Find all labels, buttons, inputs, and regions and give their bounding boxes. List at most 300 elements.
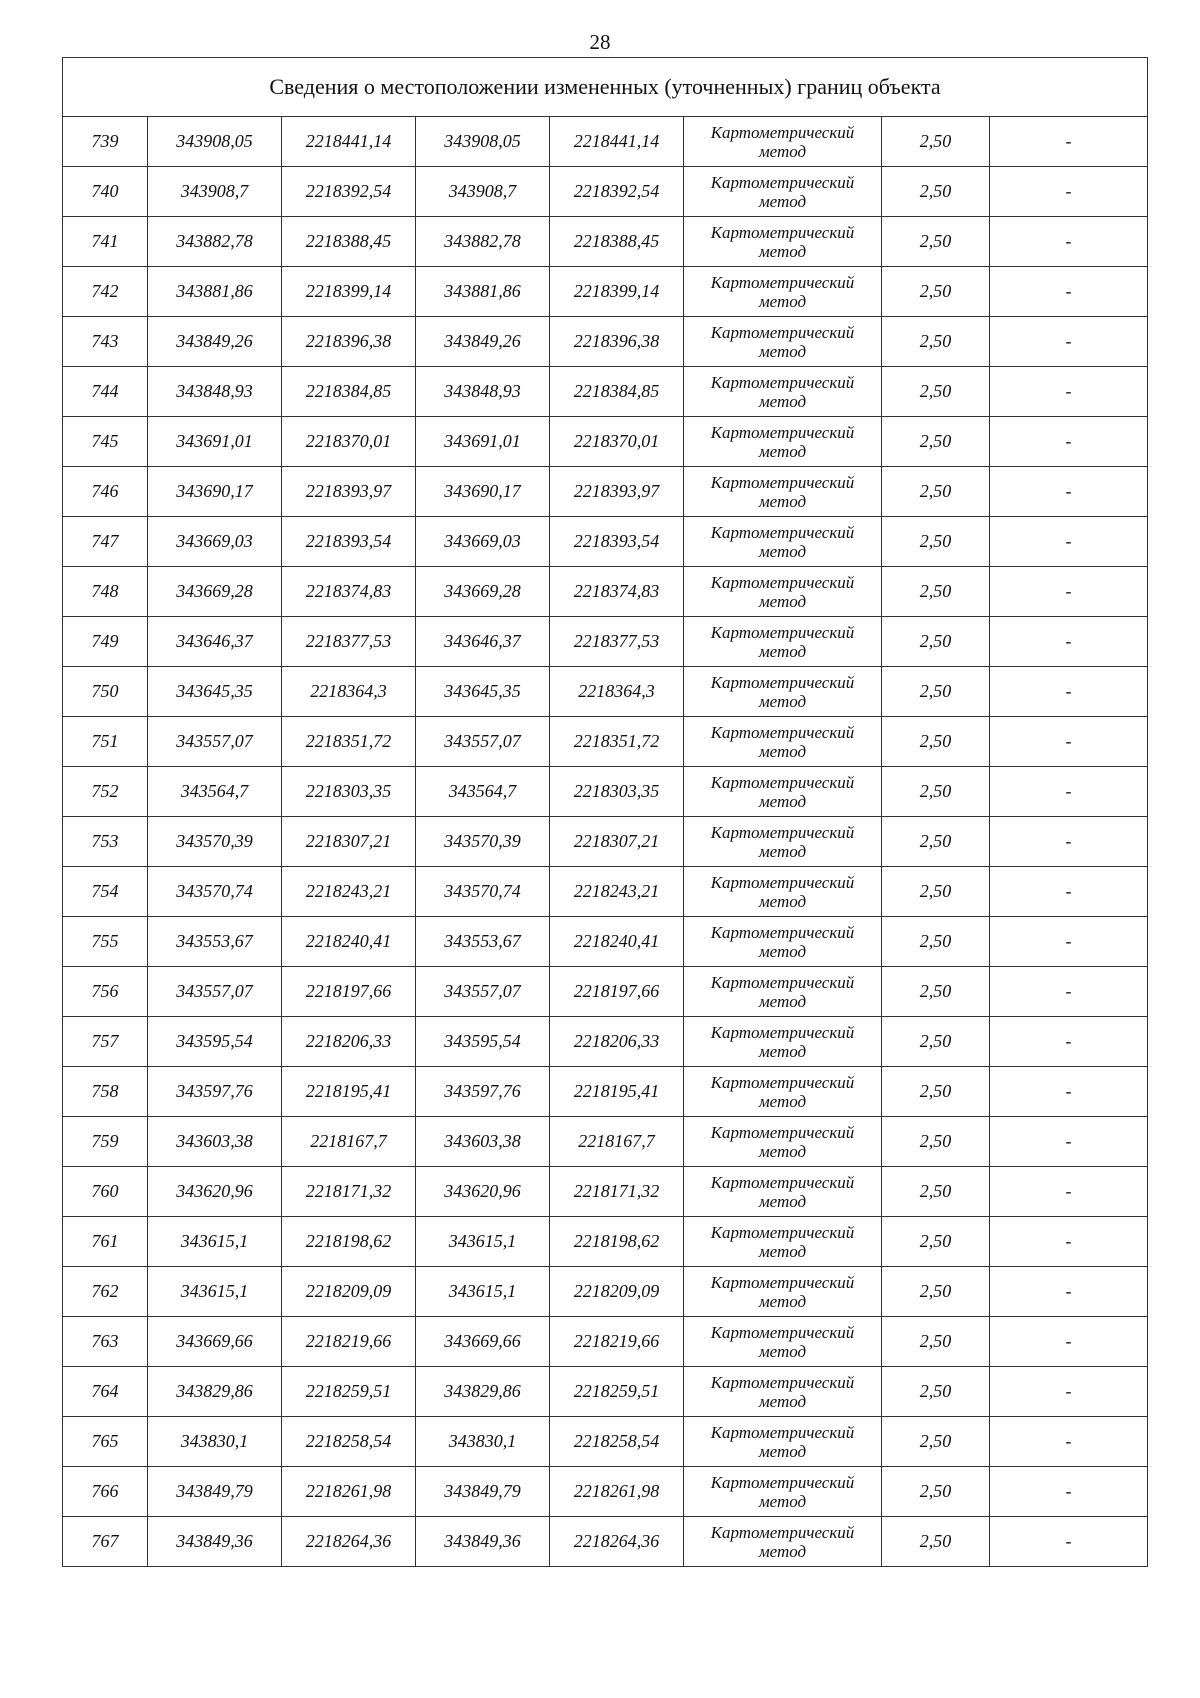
y-existing-cell: 2218374,83 <box>282 567 416 617</box>
method-line-1: Картометрический <box>710 172 855 192</box>
note-cell: - <box>990 1417 1148 1467</box>
x-existing-cell: 343603,38 <box>148 1117 282 1167</box>
y-existing-cell: 2218364,3 <box>282 667 416 717</box>
table-row <box>63 317 1148 367</box>
y-existing-cell: 2218261,98 <box>282 1467 416 1517</box>
x-existing-cell: 343849,26 <box>148 317 282 367</box>
x-existing-cell: 343570,39 <box>148 817 282 867</box>
method-cell <box>684 217 882 267</box>
method-cell <box>684 1017 882 1067</box>
method-line-1: Картометрический <box>710 422 855 442</box>
method-cell <box>684 867 882 917</box>
method-cell <box>684 317 882 367</box>
y-existing-cell: 2218195,41 <box>282 1067 416 1117</box>
y-refined-cell: 2218393,54 <box>550 517 684 567</box>
x-refined-cell: 343615,1 <box>416 1267 550 1317</box>
method-line-1: Картометрический <box>710 272 855 292</box>
y-refined-cell: 2218195,41 <box>550 1067 684 1117</box>
y-refined-cell: 2218374,83 <box>550 567 684 617</box>
y-existing-cell: 2218307,21 <box>282 817 416 867</box>
method-line-2: метод <box>758 541 807 561</box>
table-row <box>63 767 1148 817</box>
point-number-cell: 740 <box>63 167 148 217</box>
point-number-cell: 743 <box>63 317 148 367</box>
note-cell: - <box>990 1317 1148 1367</box>
y-existing-cell: 2218198,62 <box>282 1217 416 1267</box>
note-cell: - <box>990 567 1148 617</box>
method-line-2: метод <box>758 341 807 361</box>
method-cell <box>684 1367 882 1417</box>
y-existing-cell: 2218197,66 <box>282 967 416 1017</box>
method-line-1: Картометрический <box>710 1322 855 1342</box>
method-line-2: метод <box>758 1191 807 1211</box>
x-existing-cell: 343830,1 <box>148 1417 282 1467</box>
x-existing-cell: 343615,1 <box>148 1267 282 1317</box>
table-row <box>63 267 1148 317</box>
accuracy-cell: 2,50 <box>882 617 990 667</box>
table-row <box>63 867 1148 917</box>
table-header-row <box>63 58 1148 117</box>
method-line-1: Картометрический <box>710 772 855 792</box>
method-line-1: Картометрический <box>710 372 855 392</box>
method-line-2: метод <box>758 741 807 761</box>
method-line-1: Картометрический <box>710 672 855 692</box>
point-number-cell: 750 <box>63 667 148 717</box>
method-line-2: метод <box>758 1091 807 1111</box>
x-refined-cell: 343849,79 <box>416 1467 550 1517</box>
point-number-cell: 751 <box>63 717 148 767</box>
x-existing-cell: 343881,86 <box>148 267 282 317</box>
method-cell <box>684 117 882 167</box>
x-existing-cell: 343849,79 <box>148 1467 282 1517</box>
point-number-cell: 744 <box>63 367 148 417</box>
method-line-1: Картометрический <box>710 1122 855 1142</box>
note-cell: - <box>990 167 1148 217</box>
method-cell <box>684 267 882 317</box>
accuracy-cell: 2,50 <box>882 917 990 967</box>
x-refined-cell: 343620,96 <box>416 1167 550 1217</box>
x-refined-cell: 343881,86 <box>416 267 550 317</box>
y-existing-cell: 2218396,38 <box>282 317 416 367</box>
method-cell <box>684 667 882 717</box>
y-existing-cell: 2218399,14 <box>282 267 416 317</box>
y-existing-cell: 2218209,09 <box>282 1267 416 1317</box>
note-cell: - <box>990 517 1148 567</box>
table-row <box>63 1267 1148 1317</box>
accuracy-cell: 2,50 <box>882 567 990 617</box>
y-refined-cell: 2218396,38 <box>550 317 684 367</box>
table-row <box>63 817 1148 867</box>
point-number-cell: 754 <box>63 867 148 917</box>
x-refined-cell: 343570,39 <box>416 817 550 867</box>
method-cell <box>684 467 882 517</box>
method-line-2: метод <box>758 591 807 611</box>
accuracy-cell: 2,50 <box>882 667 990 717</box>
y-existing-cell: 2218240,41 <box>282 917 416 967</box>
y-refined-cell: 2218240,41 <box>550 917 684 967</box>
note-cell: - <box>990 1467 1148 1517</box>
y-existing-cell: 2218384,85 <box>282 367 416 417</box>
method-line-1: Картометрический <box>710 522 855 542</box>
x-existing-cell: 343646,37 <box>148 617 282 667</box>
method-line-1: Картометрический <box>710 322 855 342</box>
x-existing-cell: 343570,74 <box>148 867 282 917</box>
y-refined-cell: 2218198,62 <box>550 1217 684 1267</box>
y-existing-cell: 2218377,53 <box>282 617 416 667</box>
y-refined-cell: 2218370,01 <box>550 417 684 467</box>
x-existing-cell: 343553,67 <box>148 917 282 967</box>
method-line-2: метод <box>758 1441 807 1461</box>
method-cell <box>684 1067 882 1117</box>
y-existing-cell: 2218392,54 <box>282 167 416 217</box>
x-refined-cell: 343849,26 <box>416 317 550 367</box>
point-number-cell: 765 <box>63 1417 148 1467</box>
x-existing-cell: 343690,17 <box>148 467 282 517</box>
x-refined-cell: 343908,7 <box>416 167 550 217</box>
accuracy-cell: 2,50 <box>882 1517 990 1567</box>
x-refined-cell: 343597,76 <box>416 1067 550 1117</box>
y-existing-cell: 2218303,35 <box>282 767 416 817</box>
y-refined-cell: 2218399,14 <box>550 267 684 317</box>
table-row <box>63 667 1148 717</box>
y-refined-cell: 2218441,14 <box>550 117 684 167</box>
accuracy-cell: 2,50 <box>882 1467 990 1517</box>
table-row <box>63 1017 1148 1067</box>
method-line-1: Картометрический <box>710 472 855 492</box>
method-cell <box>684 1417 882 1467</box>
table-row <box>63 217 1148 267</box>
method-line-1: Картометрический <box>710 922 855 942</box>
method-cell <box>684 917 882 967</box>
note-cell: - <box>990 467 1148 517</box>
method-line-1: Картометрический <box>710 1072 855 1092</box>
method-cell <box>684 167 882 217</box>
x-existing-cell: 343908,05 <box>148 117 282 167</box>
note-cell: - <box>990 1117 1148 1167</box>
x-refined-cell: 343849,36 <box>416 1517 550 1567</box>
table-row <box>63 1317 1148 1367</box>
x-existing-cell: 343557,07 <box>148 967 282 1017</box>
accuracy-cell: 2,50 <box>882 217 990 267</box>
table-row <box>63 367 1148 417</box>
note-cell: - <box>990 417 1148 467</box>
point-number-cell: 762 <box>63 1267 148 1317</box>
table-row <box>63 567 1148 617</box>
point-number-cell: 757 <box>63 1017 148 1067</box>
x-existing-cell: 343615,1 <box>148 1217 282 1267</box>
accuracy-cell: 2,50 <box>882 367 990 417</box>
method-line-2: метод <box>758 291 807 311</box>
note-cell: - <box>990 917 1148 967</box>
point-number-cell: 760 <box>63 1167 148 1217</box>
method-line-1: Картометрический <box>710 122 855 142</box>
y-existing-cell: 2218167,7 <box>282 1117 416 1167</box>
method-cell <box>684 767 882 817</box>
accuracy-cell: 2,50 <box>882 817 990 867</box>
method-cell <box>684 1117 882 1167</box>
point-number-cell: 764 <box>63 1367 148 1417</box>
note-cell: - <box>990 1217 1148 1267</box>
table-row <box>63 1217 1148 1267</box>
table-row <box>63 917 1148 967</box>
method-line-2: метод <box>758 1141 807 1161</box>
method-line-2: метод <box>758 1041 807 1061</box>
x-refined-cell: 343557,07 <box>416 967 550 1017</box>
note-cell: - <box>990 967 1148 1017</box>
point-number-cell: 766 <box>63 1467 148 1517</box>
accuracy-cell: 2,50 <box>882 1017 990 1067</box>
y-refined-cell: 2218388,45 <box>550 217 684 267</box>
method-line-2: метод <box>758 891 807 911</box>
table-row <box>63 1417 1148 1467</box>
point-number-cell: 739 <box>63 117 148 167</box>
x-existing-cell: 343620,96 <box>148 1167 282 1217</box>
method-cell <box>684 417 882 467</box>
point-number-cell: 756 <box>63 967 148 1017</box>
point-number-cell: 759 <box>63 1117 148 1167</box>
method-line-1: Картометрический <box>710 1522 855 1542</box>
y-existing-cell: 2218258,54 <box>282 1417 416 1467</box>
y-refined-cell: 2218209,09 <box>550 1267 684 1317</box>
method-line-2: метод <box>758 941 807 961</box>
page-number: 28 <box>589 30 611 54</box>
point-number-cell: 745 <box>63 417 148 467</box>
accuracy-cell: 2,50 <box>882 1267 990 1317</box>
y-existing-cell: 2218171,32 <box>282 1167 416 1217</box>
accuracy-cell: 2,50 <box>882 267 990 317</box>
method-cell <box>684 1217 882 1267</box>
note-cell: - <box>990 1017 1148 1067</box>
y-existing-cell: 2218393,54 <box>282 517 416 567</box>
accuracy-cell: 2,50 <box>882 1067 990 1117</box>
x-refined-cell: 343829,86 <box>416 1367 550 1417</box>
point-number-cell: 741 <box>63 217 148 267</box>
method-line-2: метод <box>758 141 807 161</box>
y-refined-cell: 2218384,85 <box>550 367 684 417</box>
note-cell: - <box>990 767 1148 817</box>
y-refined-cell: 2218258,54 <box>550 1417 684 1467</box>
method-cell <box>684 817 882 867</box>
x-existing-cell: 343848,93 <box>148 367 282 417</box>
point-number-cell: 748 <box>63 567 148 617</box>
method-line-1: Картометрический <box>710 1222 855 1242</box>
point-number-cell: 752 <box>63 767 148 817</box>
method-line-1: Картометрический <box>710 1372 855 1392</box>
table-row <box>63 617 1148 667</box>
accuracy-cell: 2,50 <box>882 1117 990 1167</box>
table-row <box>63 117 1148 167</box>
y-refined-cell: 2218261,98 <box>550 1467 684 1517</box>
note-cell: - <box>990 1267 1148 1317</box>
x-existing-cell: 343669,28 <box>148 567 282 617</box>
point-number-cell: 753 <box>63 817 148 867</box>
method-line-2: метод <box>758 791 807 811</box>
x-refined-cell: 343645,35 <box>416 667 550 717</box>
x-refined-cell: 343669,28 <box>416 567 550 617</box>
method-line-1: Картометрический <box>710 572 855 592</box>
y-refined-cell: 2218307,21 <box>550 817 684 867</box>
table-row <box>63 1367 1148 1417</box>
y-existing-cell: 2218393,97 <box>282 467 416 517</box>
method-line-2: метод <box>758 1491 807 1511</box>
y-refined-cell: 2218377,53 <box>550 617 684 667</box>
accuracy-cell: 2,50 <box>882 117 990 167</box>
accuracy-cell: 2,50 <box>882 167 990 217</box>
accuracy-cell: 2,50 <box>882 317 990 367</box>
y-existing-cell: 2218264,36 <box>282 1517 416 1567</box>
method-line-1: Картометрический <box>710 222 855 242</box>
x-refined-cell: 343557,07 <box>416 717 550 767</box>
note-cell: - <box>990 317 1148 367</box>
method-line-1: Картометрический <box>710 822 855 842</box>
y-refined-cell: 2218206,33 <box>550 1017 684 1067</box>
method-line-2: метод <box>758 191 807 211</box>
method-line-1: Картометрический <box>710 1172 855 1192</box>
accuracy-cell: 2,50 <box>882 767 990 817</box>
y-refined-cell: 2218364,3 <box>550 667 684 717</box>
x-existing-cell: 343691,01 <box>148 417 282 467</box>
y-refined-cell: 2218393,97 <box>550 467 684 517</box>
table-row <box>63 967 1148 1017</box>
x-refined-cell: 343882,78 <box>416 217 550 267</box>
x-refined-cell: 343848,93 <box>416 367 550 417</box>
x-existing-cell: 343557,07 <box>148 717 282 767</box>
coordinates-table <box>62 57 1148 1567</box>
accuracy-cell: 2,50 <box>882 717 990 767</box>
note-cell: - <box>990 117 1148 167</box>
accuracy-cell: 2,50 <box>882 967 990 1017</box>
point-number-cell: 742 <box>63 267 148 317</box>
x-existing-cell: 343829,86 <box>148 1367 282 1417</box>
method-cell <box>684 1167 882 1217</box>
x-existing-cell: 343882,78 <box>148 217 282 267</box>
point-number-cell: 763 <box>63 1317 148 1367</box>
method-line-1: Картометрический <box>710 1272 855 1292</box>
point-number-cell: 749 <box>63 617 148 667</box>
accuracy-cell: 2,50 <box>882 1367 990 1417</box>
accuracy-cell: 2,50 <box>882 1167 990 1217</box>
method-line-1: Картометрический <box>710 1472 855 1492</box>
y-refined-cell: 2218197,66 <box>550 967 684 1017</box>
x-existing-cell: 343595,54 <box>148 1017 282 1067</box>
table-row <box>63 417 1148 467</box>
note-cell: - <box>990 1067 1148 1117</box>
y-existing-cell: 2218370,01 <box>282 417 416 467</box>
method-line-1: Картометрический <box>710 1422 855 1442</box>
x-refined-cell: 343669,66 <box>416 1317 550 1367</box>
y-refined-cell: 2218351,72 <box>550 717 684 767</box>
x-refined-cell: 343595,54 <box>416 1017 550 1067</box>
method-cell <box>684 367 882 417</box>
x-refined-cell: 343690,17 <box>416 467 550 517</box>
method-line-2: метод <box>758 641 807 661</box>
table-title: Сведения о местоположении измененных (уточненных) границ объекта <box>63 58 1148 117</box>
note-cell: - <box>990 367 1148 417</box>
point-number-cell: 755 <box>63 917 148 967</box>
method-line-2: метод <box>758 1391 807 1411</box>
method-line-1: Картометрический <box>710 972 855 992</box>
note-cell: - <box>990 267 1148 317</box>
x-refined-cell: 343830,1 <box>416 1417 550 1467</box>
method-cell <box>684 517 882 567</box>
method-cell <box>684 617 882 667</box>
method-line-2: метод <box>758 691 807 711</box>
y-existing-cell: 2218441,14 <box>282 117 416 167</box>
y-refined-cell: 2218303,35 <box>550 767 684 817</box>
method-line-2: метод <box>758 441 807 461</box>
note-cell: - <box>990 1367 1148 1417</box>
y-refined-cell: 2218392,54 <box>550 167 684 217</box>
note-cell: - <box>990 1517 1148 1567</box>
method-line-2: метод <box>758 391 807 411</box>
x-refined-cell: 343691,01 <box>416 417 550 467</box>
y-existing-cell: 2218351,72 <box>282 717 416 767</box>
y-existing-cell: 2218206,33 <box>282 1017 416 1067</box>
accuracy-cell: 2,50 <box>882 467 990 517</box>
x-refined-cell: 343553,67 <box>416 917 550 967</box>
accuracy-cell: 2,50 <box>882 1217 990 1267</box>
note-cell: - <box>990 867 1148 917</box>
method-cell <box>684 1467 882 1517</box>
y-existing-cell: 2218388,45 <box>282 217 416 267</box>
x-refined-cell: 343646,37 <box>416 617 550 667</box>
x-refined-cell: 343615,1 <box>416 1217 550 1267</box>
point-number-cell: 758 <box>63 1067 148 1117</box>
point-number-cell: 761 <box>63 1217 148 1267</box>
method-cell <box>684 967 882 1017</box>
y-refined-cell: 2218219,66 <box>550 1317 684 1367</box>
y-refined-cell: 2218167,7 <box>550 1117 684 1167</box>
x-refined-cell: 343908,05 <box>416 117 550 167</box>
method-line-1: Картометрический <box>710 722 855 742</box>
note-cell: - <box>990 617 1148 667</box>
accuracy-cell: 2,50 <box>882 1417 990 1467</box>
y-refined-cell: 2218171,32 <box>550 1167 684 1217</box>
note-cell: - <box>990 667 1148 717</box>
table-row <box>63 1167 1148 1217</box>
method-cell <box>684 1317 882 1367</box>
x-existing-cell: 343849,36 <box>148 1517 282 1567</box>
note-cell: - <box>990 717 1148 767</box>
y-refined-cell: 2218264,36 <box>550 1517 684 1567</box>
method-line-1: Картометрический <box>710 872 855 892</box>
method-line-2: метод <box>758 1541 807 1561</box>
point-number-cell: 767 <box>63 1517 148 1567</box>
y-refined-cell: 2218259,51 <box>550 1367 684 1417</box>
point-number-cell: 747 <box>63 517 148 567</box>
method-line-2: метод <box>758 991 807 1011</box>
y-existing-cell: 2218259,51 <box>282 1367 416 1417</box>
method-cell <box>684 717 882 767</box>
method-line-2: метод <box>758 491 807 511</box>
note-cell: - <box>990 1167 1148 1217</box>
x-refined-cell: 343603,38 <box>416 1117 550 1167</box>
method-cell <box>684 567 882 617</box>
accuracy-cell: 2,50 <box>882 517 990 567</box>
table-row <box>63 167 1148 217</box>
method-line-2: метод <box>758 1291 807 1311</box>
y-existing-cell: 2218243,21 <box>282 867 416 917</box>
x-existing-cell: 343564,7 <box>148 767 282 817</box>
table-row <box>63 517 1148 567</box>
accuracy-cell: 2,50 <box>882 1317 990 1367</box>
method-line-2: метод <box>758 241 807 261</box>
x-existing-cell: 343669,66 <box>148 1317 282 1367</box>
method-line-1: Картометрический <box>710 622 855 642</box>
x-refined-cell: 343570,74 <box>416 867 550 917</box>
accuracy-cell: 2,50 <box>882 867 990 917</box>
method-cell <box>684 1517 882 1567</box>
